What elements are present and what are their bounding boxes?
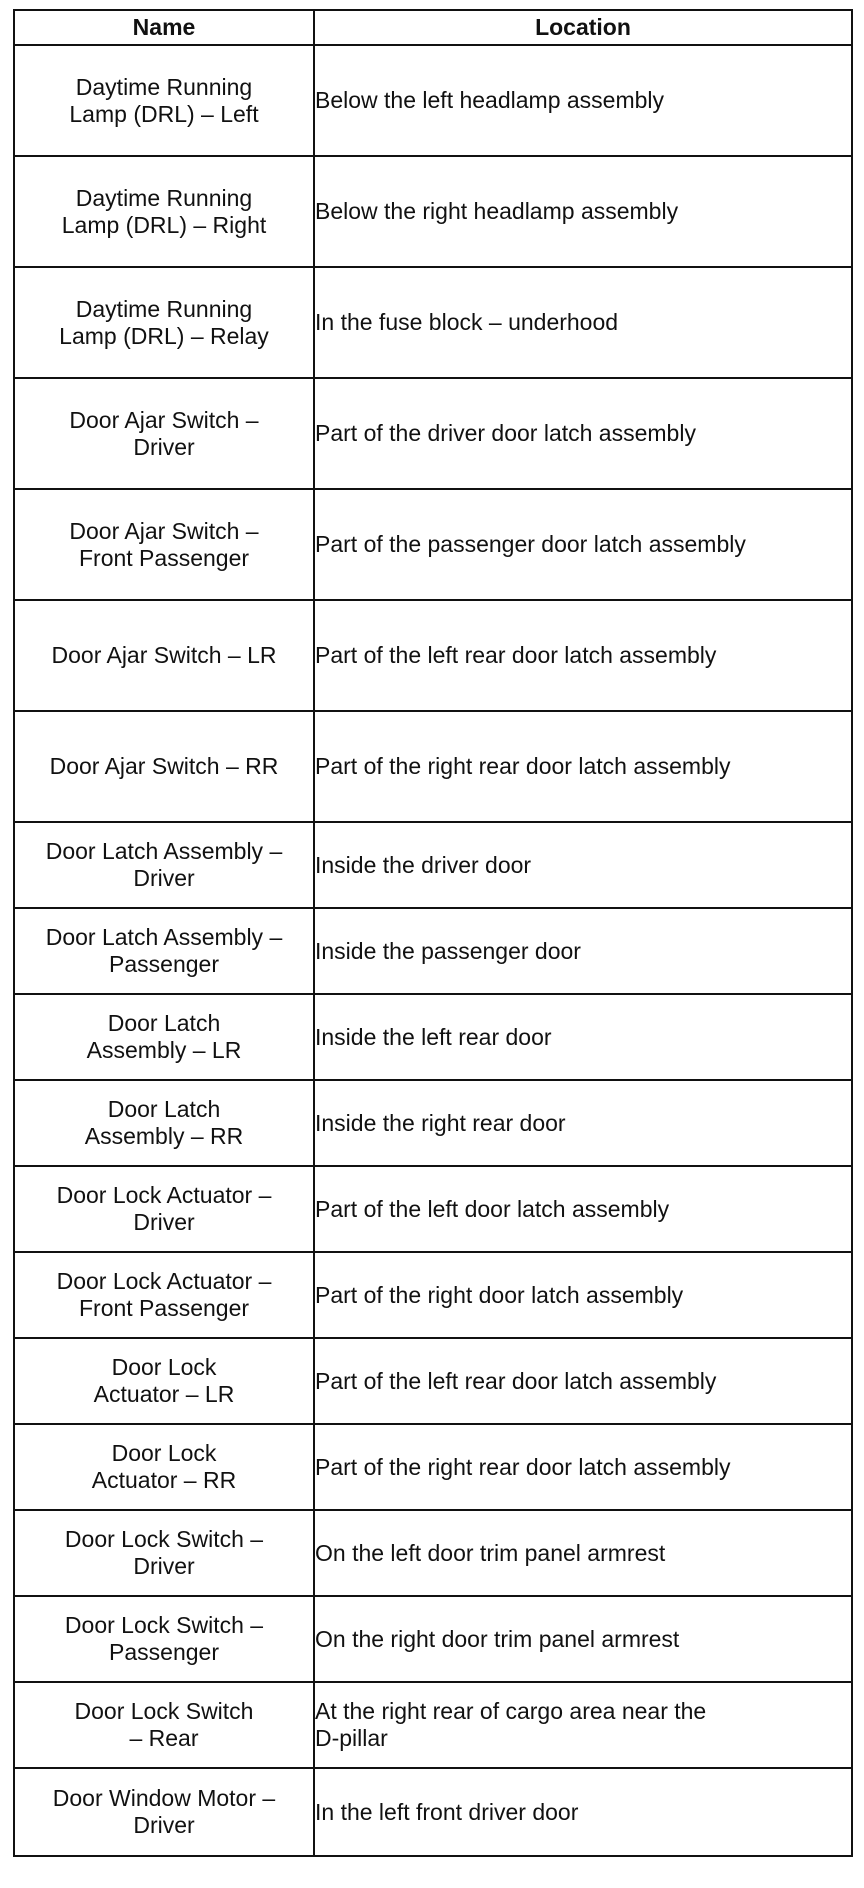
table-row [14,822,852,908]
table-row [14,1682,852,1768]
component-location: Below the left headlamp assembly [314,45,852,156]
component-name: Door Latch Assembly – RR [14,1080,314,1166]
component-name: Door Ajar Switch – RR [14,711,314,822]
component-name: Daytime Running Lamp (DRL) – Right [14,156,314,267]
table-row [14,1252,852,1338]
component-location: In the fuse block – underhood [314,267,852,378]
component-name: Door Ajar Switch – Front Passenger [14,489,314,600]
component-location: Inside the right rear door [314,1080,852,1166]
table-row [14,1080,852,1166]
component-location: Part of the left rear door latch assembly [314,1338,852,1424]
component-name: Door Lock Actuator – Driver [14,1166,314,1252]
component-location: Part of the right rear door latch assembly [314,711,852,822]
component-location: Inside the driver door [314,822,852,908]
component-location: On the right door trim panel armrest [314,1596,852,1682]
component-name: Daytime Running Lamp (DRL) – Relay [14,267,314,378]
component-name: Door Latch Assembly – Passenger [14,908,314,994]
component-name: Daytime Running Lamp (DRL) – Left [14,45,314,156]
component-location: Inside the passenger door [314,908,852,994]
table-row [14,1424,852,1510]
component-location: Part of the passenger door latch assembly [314,489,852,600]
component-location: Part of the driver door latch assembly [314,378,852,489]
component-location: In the left front driver door [314,1768,852,1856]
component-name: Door Ajar Switch – LR [14,600,314,711]
table-row [14,1596,852,1682]
component-name: Door Lock Actuator – LR [14,1338,314,1424]
table-row [14,378,852,489]
component-location: On the left door trim panel armrest [314,1510,852,1596]
column-header-name: Name [14,10,314,45]
table-body [14,45,852,1856]
table-row [14,711,852,822]
component-location-table [13,9,853,1857]
component-location: Part of the right rear door latch assembly [314,1424,852,1510]
table-row [14,156,852,267]
component-name: Door Lock Switch – Passenger [14,1596,314,1682]
header-row [14,10,852,45]
component-name: Door Lock Actuator – Front Passenger [14,1252,314,1338]
table-row [14,1510,852,1596]
table-row [14,1338,852,1424]
component-location: Below the right headlamp assembly [314,156,852,267]
table-row [14,45,852,156]
table-row [14,1768,852,1856]
component-location: Part of the left door latch assembly [314,1166,852,1252]
component-name: Door Latch Assembly – LR [14,994,314,1080]
component-location: Part of the right door latch assembly [314,1252,852,1338]
table-row [14,600,852,711]
component-name: Door Lock Switch – Rear [14,1682,314,1768]
component-location: At the right rear of cargo area near the D-pillar [314,1682,852,1768]
component-name: Door Lock Actuator – RR [14,1424,314,1510]
table-row [14,267,852,378]
table-row [14,908,852,994]
component-name: Door Ajar Switch – Driver [14,378,314,489]
table-row [14,489,852,600]
component-location: Inside the left rear door [314,994,852,1080]
component-location: Part of the left rear door latch assembly [314,600,852,711]
column-header-location: Location [314,10,852,45]
component-name: Door Latch Assembly – Driver [14,822,314,908]
component-name: Door Window Motor – Driver [14,1768,314,1856]
table-row [14,1166,852,1252]
component-name: Door Lock Switch – Driver [14,1510,314,1596]
table-row [14,994,852,1080]
